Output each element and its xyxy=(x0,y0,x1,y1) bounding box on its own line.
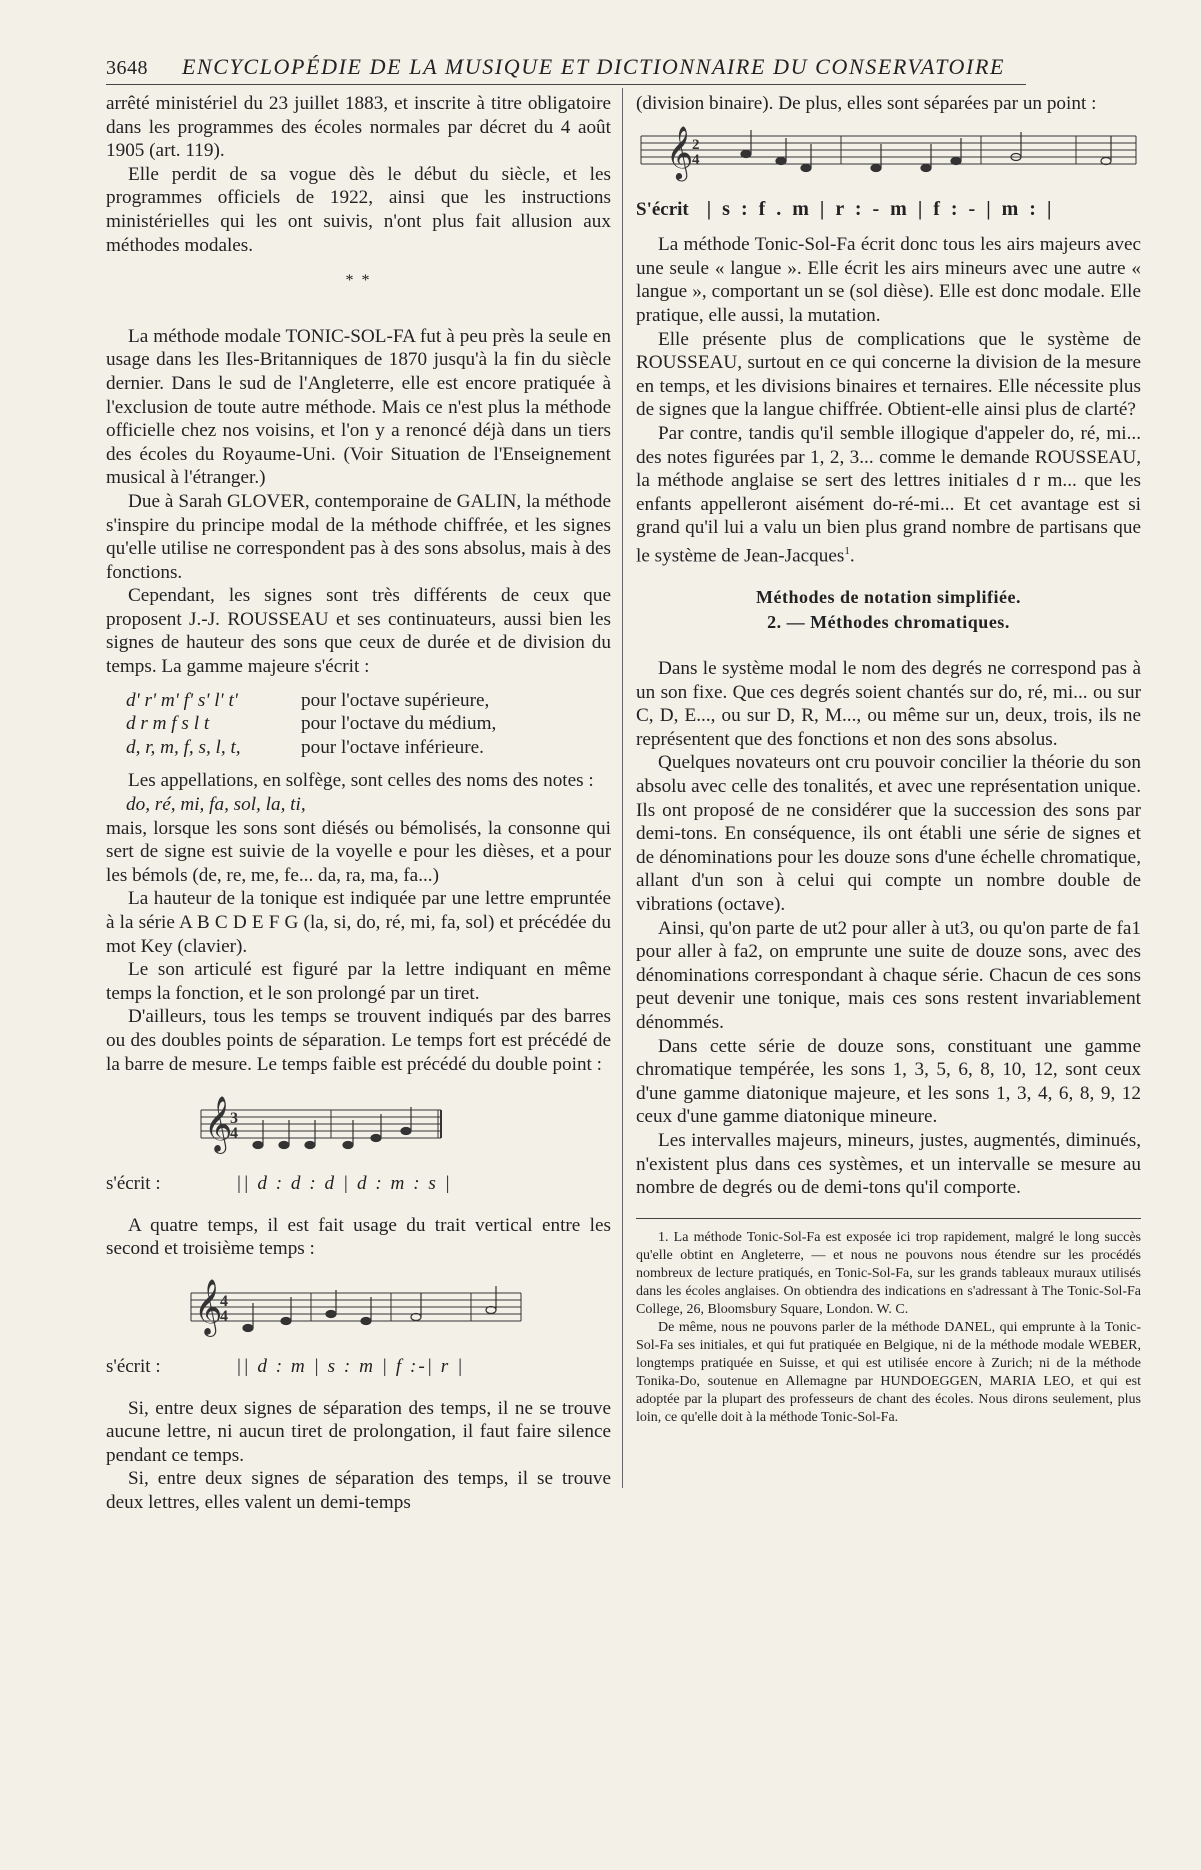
time-sig-bottom: 4 xyxy=(220,1307,228,1325)
note xyxy=(951,157,961,164)
note xyxy=(326,1310,336,1317)
footnote: De même, nous ne pouvons parler de la méthode DANEL, qui emprunte à la Tonic-Sol-Fa ses initiales, et qui fut pratiquée en Belgique, ni de la méthode modale WEBER, longtemps pratiquée en Suisse, et qui est utilisée encore à Zurich; ni de la méthode Tonika-Do, soutenue en Allemagne par HUNDOEGGEN, MARIA LEO, et qui est adoptée par la plupart des professeurs de chant des écoles. Nous dirons seulement, plus loin, ce qu'elle doit à la méthode Tonic-Sol-Fa. xyxy=(636,1319,1141,1425)
time-sig-top: 3 xyxy=(230,1110,238,1128)
paragraph: Dans le système modal le nom des degrés ne correspond pas à un son fixe. Que ces degrés soient chantés sur do, ré, mi... ou sur C, D, E..., ou sur D, R, M..., ou même sur un, deux, trois, ils ne représentent que des fonctions et non des sons absolus. xyxy=(636,658,1141,750)
paragraph: Ainsi, qu'on parte de ut2 pour aller à ut3, ou qu'on parte de fa1 pour aller à fa2, on emprunte une suite de douze sons, avec des dénominations correspondant à chaque série. Chacun de ces sons peut devenir une tonique, mais ces sons restent invariablement dénommés. xyxy=(636,917,1141,1033)
note-names: do, ré, mi, fa, sol, la, ti, xyxy=(126,794,306,816)
octave-line xyxy=(126,712,611,736)
octave-desc: pour l'octave du médium, xyxy=(301,713,497,735)
half-note xyxy=(1101,157,1111,164)
running-head xyxy=(106,54,1026,85)
paragraph-text: Par contre, tandis qu'il semble illogique d'appeler do, ré, mi... des notes figurées par 1, 2, 3... comme le demande ROUSSEAU, la méthode anglaise se sert des lettres initiales d r m... que les enfants appelleront aisément do-ré-mi... Et cet avantage est si grand qu'il lui a valu un bien plus grand nombre de partisans que le système de Jean-Jacques xyxy=(636,422,1141,567)
paragraph: Elle présente plus de complications que le système de ROUSSEAU, surtout en ce qui concerne la division de la mesure en temps, et les divisions binaires et ternaires. Elle nécessite plus de signes que la langue chiffrée. Obtient-elle ainsi plus de clarté? xyxy=(636,328,1141,421)
paragraph: Elle perdit de sa vogue dès le début du siècle, et les programmes officiels de 1922, ainsi que les instructions ministérielles qui les ont suivis, n'ont plus fait allusion aux méthodes modales. xyxy=(106,163,611,256)
header-title: ENCYCLOPÉDIE DE LA MUSIQUE ET DICTIONNAIRE DU CONSERVATOIRE xyxy=(182,54,1006,79)
column-divider xyxy=(622,88,623,1488)
note xyxy=(361,1317,371,1324)
treble-clef-icon: 𝄞 xyxy=(666,124,694,179)
note xyxy=(801,164,811,171)
note xyxy=(343,1142,353,1149)
page-number: 3648 xyxy=(106,57,148,79)
octave-line xyxy=(126,736,611,760)
paragraph: La hauteur de la tonique est indiquée par une lettre empruntée à la série A B C D E F G (la, si, do, ré, mi, fa, sol) et précédée du mot Key (clavier). xyxy=(106,888,611,957)
time-sig-bottom: 4 xyxy=(692,151,700,168)
staff-2-4 xyxy=(636,124,1141,194)
footnotes xyxy=(636,1218,1141,1427)
paragraph: Si, entre deux signes de séparation des temps, il ne se trouve aucune lettre, ni aucun tiret de prolongation, il faut faire silence pendant ce temps. xyxy=(106,1397,611,1466)
note xyxy=(243,1324,253,1331)
time-sig-top: 4 xyxy=(220,1292,228,1310)
note xyxy=(921,164,931,171)
paragraph: D'ailleurs, tous les temps se trouvent indiqués par des barres ou des doubles points de séparation. Le temps fort est précédé de la barre de mesure. Le temps faible est précédé du double point : xyxy=(106,1006,611,1075)
note xyxy=(401,1128,411,1135)
music-staff-example-1 xyxy=(196,1090,611,1170)
note xyxy=(871,164,881,171)
right-column xyxy=(636,92,1141,1427)
paragraph: Les intervalles majeurs, mineurs, justes, augmentés, diminués, n'existent plus dans ces systèmes, et un intervalle se mesure au nombre de degrés ou de demi-tons qu'il comporte. xyxy=(636,1129,1141,1199)
solfege-octaves xyxy=(126,689,611,760)
note xyxy=(776,157,786,164)
paragraph: Dans cette série de douze sons, constituant une gamme chromatique tempérée, les sons 1, 3, 5, 6, 8, 10, 12, sont ceux d'une gamme diatonique majeure, et les sons 1, 3, 4, 6, 8, 9, 12 ceux d'une gamme diatonique mineure. xyxy=(636,1035,1141,1128)
note xyxy=(371,1135,381,1142)
paragraph: La méthode Tonic-Sol-Fa écrit donc tous les airs majeurs avec une seule « langue ». Elle écrit les airs mineurs avec une autre « langue », comportant un se (sol dièse). Elle est donc modale. Elle pratique, elle aussi, la mutation. xyxy=(636,234,1141,326)
note xyxy=(741,150,751,157)
paragraph: Quelques novateurs ont cru pouvoir concilier la théorie du son absolu avec celle des tonalités, et avec une représentation unique. Ils ont proposé de ne considérer que la succession des sons par demi-tons. En conséquence, ils ont établi une série de signes et de dénominations pour les douze sons d'une échelle chromatique, allant d'un son à celui qui compte un nombre double de vibrations (octave). xyxy=(636,752,1141,916)
paragraph: Cependant, les signes sont très différents de ceux que proposent J.-J. ROUSSEAU et ses continuateurs, aussi bien les signes de hauteur des sons que ceux de durée et de division du temps. La gamme majeure s'écrit : xyxy=(106,585,611,678)
paragraph: Par contre, tandis qu'il semble illogique d'appeler do, ré, mi... des notes figurées par 1, 2, 3... comme le demande ROUSSEAU, la méthode anglaise se sert des lettres initiales d r m... que les enfants appelleront aisément do-ré-mi... Et cet avantage est si grand qu'il lui a valu un bien plus grand nombre de partisans que le système de Jean-Jacques$^1$. xyxy=(636,422,1141,567)
ecrit-row-2 xyxy=(106,1355,611,1379)
note xyxy=(279,1142,289,1149)
note xyxy=(281,1317,291,1324)
section-title: Méthodes de notation simplifiée. xyxy=(756,586,1021,607)
section-subtitle: 2. — Méthodes chromatiques. xyxy=(767,612,1010,633)
paragraph: La méthode modale TONIC-SOL-FA fut à peu près la seule en usage dans les Iles-Britanniques de 1870 jusqu'à la fin du siècle dernier. Dans le sud de l'Angleterre, elle est encore pratiquée à l'exclusion de toute autre méthode. Mais ce n'est plus la méthode officielle chez nos voisins, et l'on y a renoncé déjà dans un tiers des écoles du Royaume-Uni. (Voir Situation de l'Enseignement musical à l'étranger.) xyxy=(106,325,611,489)
octave-line xyxy=(126,689,611,713)
paragraph: arrêté ministériel du 23 juillet 1883, et inscrite à titre obligatoire dans les programmes des écoles normales par décret du 4 août 1905 (art. 119). xyxy=(106,93,611,162)
note xyxy=(253,1142,263,1149)
octave-desc: pour l'octave supérieure, xyxy=(301,689,490,711)
paragraph: A quatre temps, il est fait usage du trait vertical entre les second et troisième temps : xyxy=(106,1214,611,1260)
treble-clef-icon: 𝄞 xyxy=(204,1096,233,1153)
paragraph: Due à Sarah GLOVER, contemporaine de GALIN, la méthode s'inspire du principe modal de la méthode chiffrée, et les signes qu'elle utilise ne correspondent pas à des sons absolus, mais à des fonctions. xyxy=(106,490,611,583)
ecrit-row-1 xyxy=(106,1172,611,1196)
half-note xyxy=(411,1313,421,1320)
paragraph: (division binaire). De plus, elles sont séparées par un point : xyxy=(636,93,1097,114)
music-staff-example-3 xyxy=(636,124,1141,194)
time-sig-top: 2 xyxy=(692,136,700,153)
paragraph: mais, lorsque les sons sont diésés ou bémolisés, la consonne qui sert de signe est suivie de la voyelle e pour les dièses, et a pour les bémols (de, re, me, fe... da, ra, ma, fa...) xyxy=(106,817,611,886)
footnote: 1. La méthode Tonic-Sol-Fa est exposée ici trop rapidement, malgré le long succès qu'elle obtint en Angleterre, — et nous ne pouvons nous étendre sur les procédés nombreux de lecture pratiqués, en Tonic-Sol-Fa, sur les grands tableaux muraux utilisés dans les écoles anglaises. On obtiendra des indications en s'adressant à The Tonic-Sol-Fa College, 26, Bloomsbury Square, London. W. C. xyxy=(636,1229,1141,1317)
ecrit-label: s'écrit : xyxy=(106,1355,161,1377)
half-note xyxy=(486,1306,496,1313)
tonic-sol-fa-notation: || d : m | s : m | f :-| r | xyxy=(236,1355,465,1377)
ecrit-label: s'écrit : xyxy=(106,1173,161,1195)
staff-3-4 xyxy=(196,1090,446,1170)
footnote-ref: 1 xyxy=(844,544,850,557)
staff-4-4 xyxy=(186,1273,526,1353)
paragraph: Le son articulé est figuré par la lettre indiquant en même temps la fonction, et le son prolongé par un tiret. xyxy=(106,959,611,1004)
treble-clef-icon: 𝄞 xyxy=(194,1278,223,1335)
tonic-sol-fa-notation: | s : f . m | r : - m | f : - | m : | xyxy=(706,197,1055,220)
asterism: * * xyxy=(345,272,372,290)
paragraph: Si, entre deux signes de séparation des temps, il se trouve deux lettres, elles valent un demi-temps xyxy=(106,1468,611,1513)
octave-signs: d, r, m, f, s, l, t, xyxy=(126,736,241,758)
left-column xyxy=(106,92,611,1515)
music-staff-example-2 xyxy=(186,1273,611,1353)
time-sig-bottom: 4 xyxy=(230,1125,238,1143)
ecrit-row-3 xyxy=(636,198,1141,222)
note xyxy=(305,1142,315,1149)
tonic-sol-fa-notation: || d : d : d | d : m : s | xyxy=(236,1173,452,1195)
octave-signs: d r m f s l t xyxy=(126,713,210,735)
octave-desc: pour l'octave inférieure. xyxy=(301,736,484,758)
octave-signs: d' r' m' f' s' l' t' xyxy=(126,689,238,711)
paragraph: Les appellations, en solfège, sont celles des noms des notes : xyxy=(128,770,594,792)
ecrit-label: S'écrit xyxy=(636,198,689,220)
